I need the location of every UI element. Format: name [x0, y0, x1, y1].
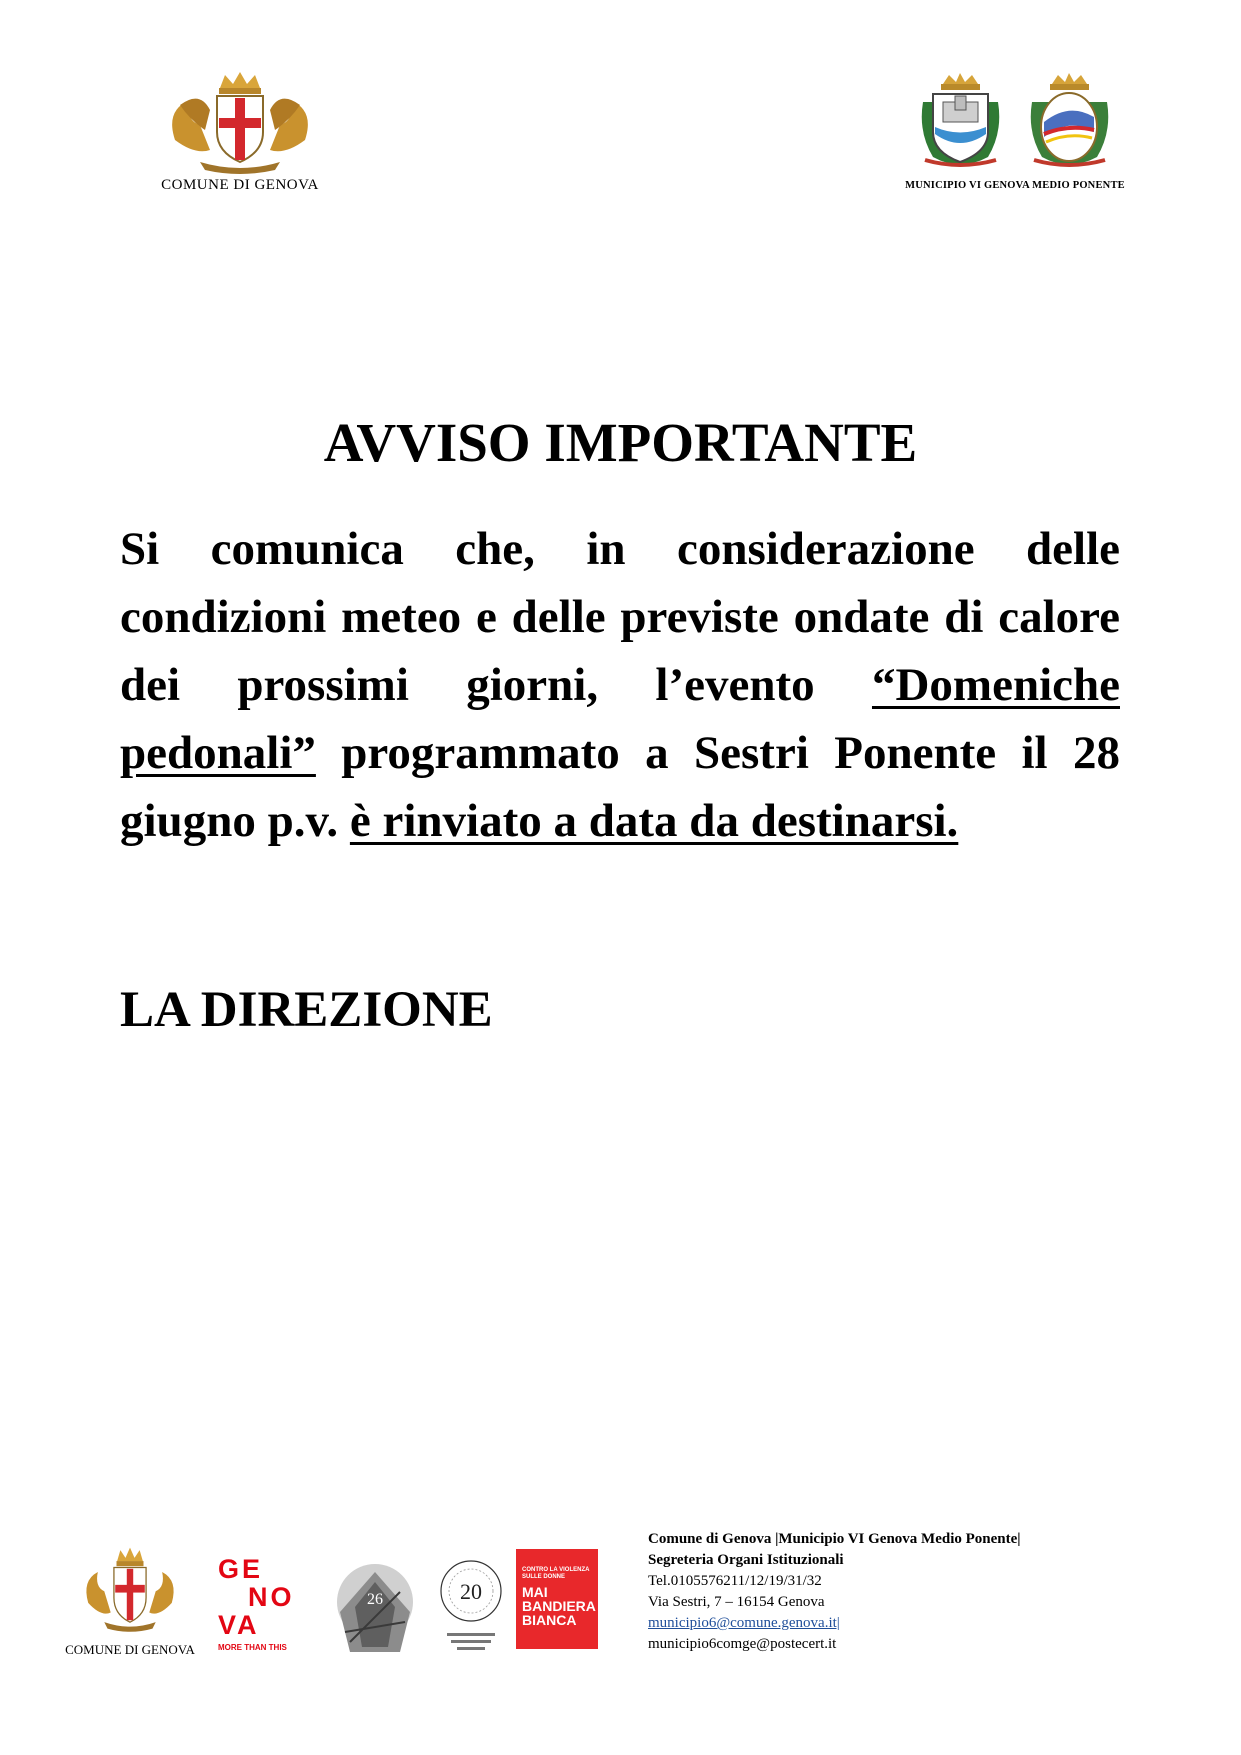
footer-contact [648, 1529, 1118, 1655]
notice-event-name: “Domeniche pedonali” [120, 659, 1120, 779]
genova-brand-letters-1: GE [218, 1554, 264, 1584]
comune-genova-logo [150, 70, 330, 200]
notice-body [120, 515, 1120, 855]
municipio-crest-icon [913, 72, 1008, 172]
mai-line-3: BANDIERA [522, 1598, 596, 1614]
comune-genova-caption: COMUNE DI GENOVA [161, 177, 319, 193]
notice-postponed: è rinviato a data da destinarsi. [349, 795, 959, 847]
genova-coat-of-arms-icon [155, 70, 325, 175]
monument-26-icon [330, 1552, 420, 1662]
footer-comune-caption: COMUNE DI GENOVA [65, 1642, 195, 1657]
genova-brand-logo [218, 1555, 313, 1660]
unesco-20-icon [435, 1555, 507, 1660]
sestri-crest-icon [1022, 72, 1117, 172]
mai-bandiera-bianca-logo [516, 1549, 598, 1649]
mai-line-2: MAI [522, 1584, 548, 1600]
notice-signature: LA DIREZIONE [120, 982, 493, 1038]
mai-line-4: BIANCA [522, 1612, 577, 1628]
footer-comune-logo [55, 1545, 205, 1658]
genova-brand-letters-3: VA [218, 1610, 260, 1640]
svg-text:20: 20 [460, 1579, 482, 1604]
contact-line-2: Segreteria Organi Istituzionali [648, 1552, 844, 1568]
notice-title: AVVISO IMPORTANTE [323, 412, 918, 473]
logo-20-unesco [435, 1555, 507, 1660]
contact-address: Via Sestri, 7 – 16154 Genova [648, 1594, 825, 1610]
contact-pec-email: municipio6comge@postecert.it [648, 1636, 837, 1652]
logo-26-genova [330, 1552, 420, 1662]
notice-body-part1: Si comunica che, in considerazione delle condizioni meteo e delle previste ondate di calore dei prossimi giorni, l’evento [120, 523, 1120, 711]
notice-body-part2: programmato a Sestri Ponente il 28 giugno p.v. [120, 727, 1120, 847]
genova-brand-tagline: MORE THAN THIS [218, 1643, 287, 1652]
genova-brand-letters-2: NO [248, 1582, 295, 1612]
svg-text:26: 26 [367, 1591, 383, 1608]
contact-email-link[interactable]: municipio6@comune.genova.it| [648, 1615, 840, 1631]
contact-line-1: Comune di Genova |Municipio VI Genova Medio Ponente| [648, 1531, 1021, 1547]
contact-phone: Tel.0105576211/12/19/31/32 [648, 1573, 822, 1589]
municipio-logo [905, 72, 1125, 202]
genova-coat-of-arms-icon [75, 1545, 185, 1635]
municipio-caption: MUNICIPIO VI GENOVA MEDIO PONENTE [905, 180, 1125, 191]
mai-line-1: CONTRO LA VIOLENZA SULLE DONNE [522, 1567, 590, 1580]
